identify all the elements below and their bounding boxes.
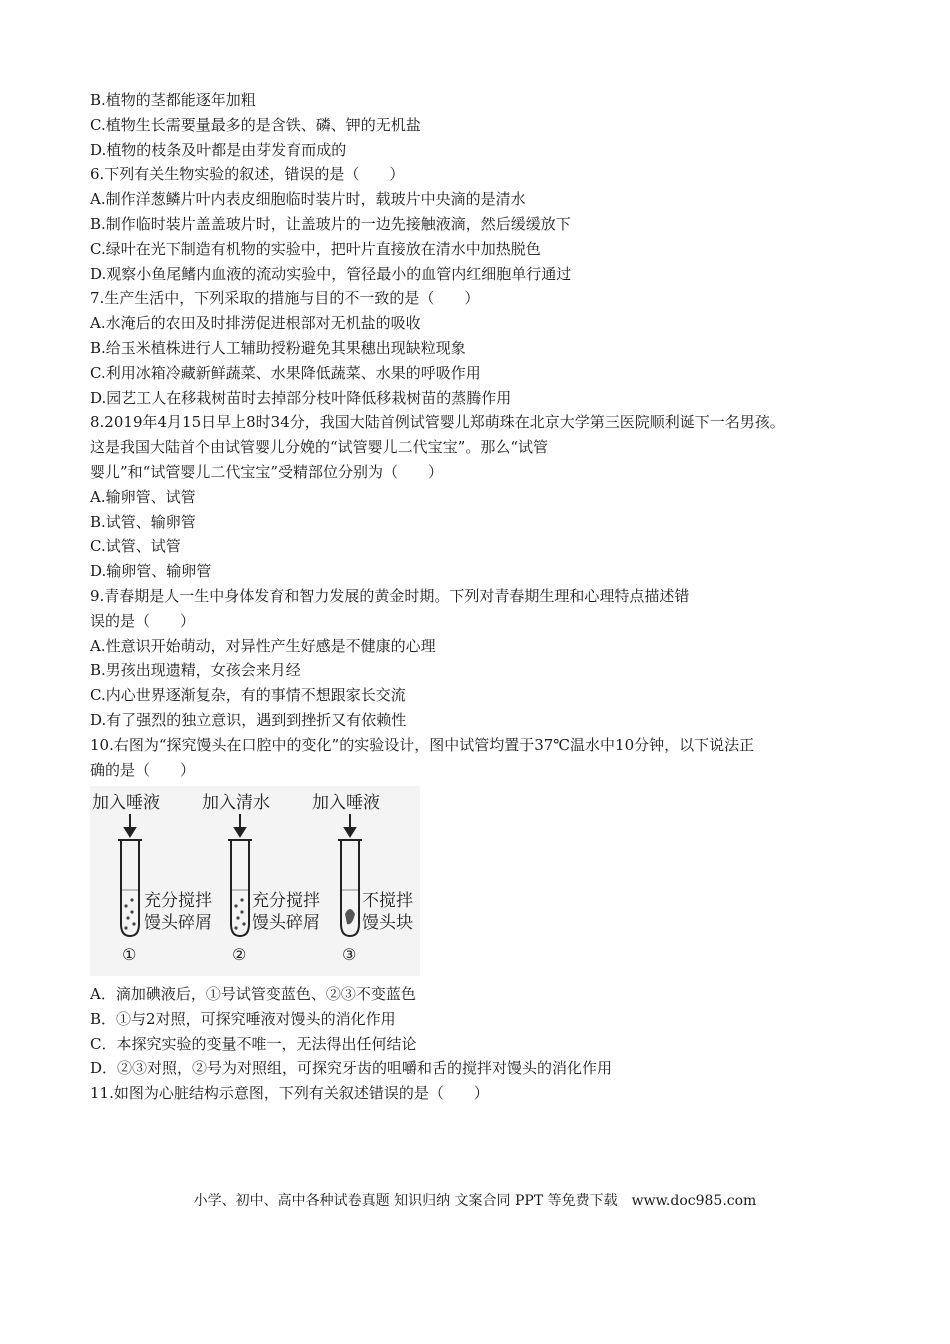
text-line: B.给玉米植株进行人工辅助授粉避免其果穗出现缺粒现象 bbox=[90, 338, 466, 357]
text-line: A.制作洋葱鳞片叶内表皮细胞临时装片时，载玻片中央滴的是清水 bbox=[90, 190, 526, 209]
question-text-lower bbox=[90, 982, 910, 1106]
question-10-stem: 10.右图为“探究馒头在口腔中的变化”的实验设计，图中试管均置于37℃温水中10分钟，以下说法正 bbox=[90, 735, 755, 754]
text-line: 确的是（ ） bbox=[90, 760, 196, 779]
text-line: C.绿叶在光下制造有机物的实验中，把叶片直接放在清水中加热脱色 bbox=[90, 239, 541, 258]
option-a: A．滴加碘液后，①号试管变蓝色、②③不变蓝色 bbox=[90, 985, 416, 1003]
text-line: 误的是（ ） bbox=[90, 611, 196, 630]
option-d: D．②③对照，②号为对照组，可探究牙齿的咀嚼和舌的搅拌对馒头的消化作用 bbox=[90, 1059, 613, 1078]
tube-2-number: ② bbox=[232, 945, 247, 964]
text-line: C.试管、试管 bbox=[90, 537, 181, 556]
tube-3-number: ③ bbox=[342, 945, 357, 964]
text-line: 这是我国大陆首个由试管婴儿分娩的“试管婴儿二代宝宝”。那么“试管 bbox=[90, 438, 549, 457]
text-line: B.男孩出现遗精，女孩会来月经 bbox=[90, 661, 301, 680]
tube-1-top-label: 加入唾液 bbox=[92, 793, 160, 813]
text-line: A.性意识开始萌动，对异性产生好感是不健康的心理 bbox=[90, 636, 436, 655]
question-7-stem: 7.生产生活中，下列采取的措施与目的不一致的是（ ） bbox=[90, 289, 480, 308]
text-line: D.输卵管、输卵管 bbox=[90, 562, 212, 581]
text-line: C.内心世界逐渐复杂，有的事情不想跟家长交流 bbox=[90, 686, 406, 705]
page-footer: 小学、初中、高中各种试卷真题 知识归纳 文案合同 PPT 等免费下载 www.doc985.com bbox=[193, 1193, 757, 1209]
text-line: A.输卵管、试管 bbox=[90, 487, 196, 506]
text-line: B.试管、输卵管 bbox=[90, 512, 196, 531]
tube-2-label-line1: 充分搅拌 bbox=[252, 891, 320, 911]
tube-1-number: ① bbox=[122, 945, 137, 964]
test-tube-diagram bbox=[90, 786, 420, 976]
text-line: D.园艺工人在移栽树苗时去掉部分枝叶降低移栽树苗的蒸腾作用 bbox=[90, 388, 512, 407]
question-text-upper bbox=[90, 88, 910, 782]
tube-1-label-line1: 充分搅拌 bbox=[144, 891, 212, 911]
text-line: B.制作临时装片盖盖玻片时，让盖玻片的一边先接触液滴，然后缓缓放下 bbox=[90, 214, 571, 233]
question-11-stem: 11.如图为心脏结构示意图，下列有关叙述错误的是（ ） bbox=[90, 1084, 489, 1103]
tube-2-top-label: 加入清水 bbox=[202, 793, 270, 813]
text-line: D.有了强烈的独立意识，遇到到挫折又有依赖性 bbox=[90, 710, 407, 729]
text-line: C.植物生长需要量最多的是含铁、磷、钾的无机盐 bbox=[90, 115, 421, 134]
question-6-stem: 6.下列有关生物实验的叙述，错误的是（ ） bbox=[90, 165, 405, 184]
tube-3-top-label: 加入唾液 bbox=[312, 793, 380, 813]
question-8-stem: 8.2019年4月15日早上8时34分，我国大陆首例试管婴儿郑萌珠在北京大学第三医院顺利诞下一名男孩。 bbox=[90, 413, 785, 432]
tube-3-label-line2: 馒头块 bbox=[362, 913, 413, 933]
tube-2-label-line2: 馒头碎屑 bbox=[252, 913, 320, 933]
text-line: 婴儿”和“试管婴儿二代宝宝”受精部位分别为（ ） bbox=[90, 462, 444, 481]
tube-1-label-line2: 馒头碎屑 bbox=[144, 913, 212, 933]
text-line: B.植物的茎都能逐年加粗 bbox=[90, 91, 256, 109]
text-line: C.利用冰箱冷藏新鲜蔬菜、水果降低蔬菜、水果的呼吸作用 bbox=[90, 363, 481, 382]
text-line: A.水淹后的农田及时排涝促进根部对无机盐的吸收 bbox=[90, 314, 421, 333]
text-line: D.观察小鱼尾鳍内血液的流动实验中，管径最小的血管内红细胞单行通过 bbox=[90, 264, 572, 283]
test-tube-figure bbox=[90, 786, 420, 976]
tube-3-label-line1: 不搅拌 bbox=[362, 891, 413, 911]
option-c: C．本探究实验的变量不唯一，无法得出任何结论 bbox=[90, 1034, 417, 1053]
text-line: D.植物的枝条及叶都是由芽发育而成的 bbox=[90, 140, 347, 159]
option-b: B．①与2对照，可探究唾液对馒头的消化作用 bbox=[90, 1009, 396, 1028]
question-9-stem: 9.青春期是人一生中身体发育和智力发展的黄金时期。下列对青春期生理和心理特点描述错 bbox=[90, 586, 690, 605]
